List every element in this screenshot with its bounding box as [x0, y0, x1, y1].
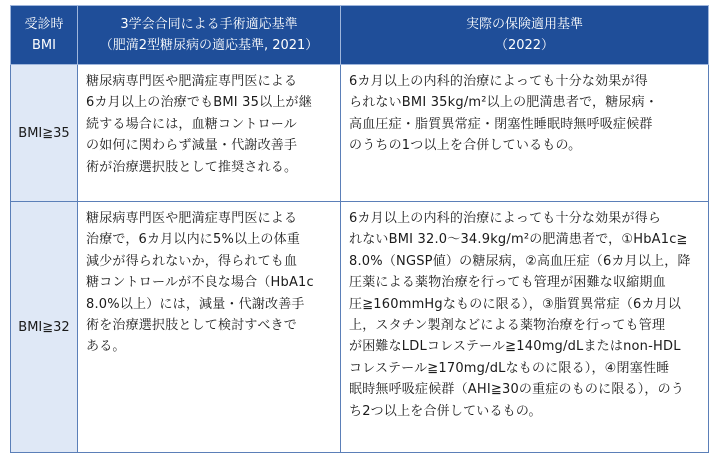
- text-line: 治療で，6カ月以内に5%以上の体重: [86, 232, 301, 248]
- surgical-criteria-cell: [78, 65, 341, 202]
- insurance-criteria-cell: [341, 65, 709, 202]
- bmi-cell: BMI≧32: [11, 202, 78, 453]
- header-bmi-line-2: BMI: [32, 38, 56, 53]
- header-bmi: [11, 6, 78, 65]
- text-line: 8.0%以上）には，減量・代謝改善手: [86, 296, 305, 312]
- text-line: 上，スタチン製剤などによる薬物治療を行っても管理: [349, 318, 666, 334]
- text-line: 6カ月以上の内科的治療によっても十分な効果が得ら: [349, 211, 662, 226]
- text-line: 高血圧症・脂質異常症・閉塞性睡眠時無呼吸症候群: [349, 116, 653, 132]
- header-insurance-line-2: （2022）: [494, 38, 555, 53]
- text-line: 6カ月以上の内科的治療によっても十分な効果が得: [349, 74, 648, 89]
- table-row-bmi35: [11, 65, 709, 202]
- header-surgical-criteria: [78, 6, 341, 65]
- text-line: 糖コントロールが不良な場合（HbA1c: [86, 275, 314, 291]
- table-header-row: [11, 6, 709, 65]
- table-row-bmi32: [11, 202, 709, 453]
- surgical-criteria-cell: [78, 202, 341, 453]
- criteria-comparison-table: [10, 5, 709, 453]
- text-line: コレステール≧170mg/dLなものに限る），④閉塞性睡: [349, 360, 670, 376]
- text-line: 術が治療選択肢として推奨される。: [86, 159, 298, 175]
- text-line: 減少が得られないか，得られても血: [86, 253, 298, 269]
- insurance-criteria-cell: [341, 202, 709, 453]
- text-line: が困難なLDLコレステール≧140mg/dLまたはnon-HDL: [349, 339, 681, 355]
- text-line: 圧≧160mmHgなものに限る），③脂質異常症（6カ月以: [349, 296, 682, 312]
- text-line: 6カ月以上の治療でもBMI 35以上が継: [86, 95, 312, 111]
- text-line: 糖尿病専門医や肥満症専門医による: [86, 74, 298, 89]
- text-line: れないBMI 32.0～34.9kg/m²の肥満患者で，①HbA1c≧: [349, 232, 688, 248]
- header-surgical-line-1: 3学会合同による手術適応基準: [120, 17, 298, 32]
- text-line: ち2つ以上を合併しているもの。: [349, 403, 542, 419]
- text-line: ある。: [86, 339, 126, 355]
- header-insurance-criteria: [341, 6, 709, 65]
- header-surgical-line-2: （肥満2型糖尿病の適応基準, 2021）: [99, 38, 319, 53]
- text-line: 術を治療選択肢として検討すべきで: [86, 318, 297, 334]
- text-line: 圧薬による薬物治療を行っても管理が困難な収縮期血: [349, 275, 666, 291]
- header-insurance-line-1: 実際の保険適用基準: [465, 17, 583, 32]
- bmi-cell: BMI≧35: [11, 65, 78, 202]
- header-bmi-line-1: 受診時: [24, 17, 64, 32]
- text-line: られないBMI 35kg/m²以上の肥満患者で，糖尿病・: [349, 95, 659, 111]
- text-line: 眠時無呼吸症候群（AHI≧30の重症のものに限る），のう: [349, 382, 685, 398]
- text-line: の如何に関わらず減量・代謝改善手: [86, 138, 298, 154]
- text-line: 続する場合には，血糖コントロール: [86, 116, 297, 132]
- text-line: のうちの1つ以上を合併しているもの。: [349, 138, 582, 154]
- text-line: 糖尿病専門医や肥満症専門医による: [86, 211, 298, 226]
- text-line: 8.0%（NGSP値）の糖尿病，②高血圧症（6カ月以上，降: [349, 253, 691, 269]
